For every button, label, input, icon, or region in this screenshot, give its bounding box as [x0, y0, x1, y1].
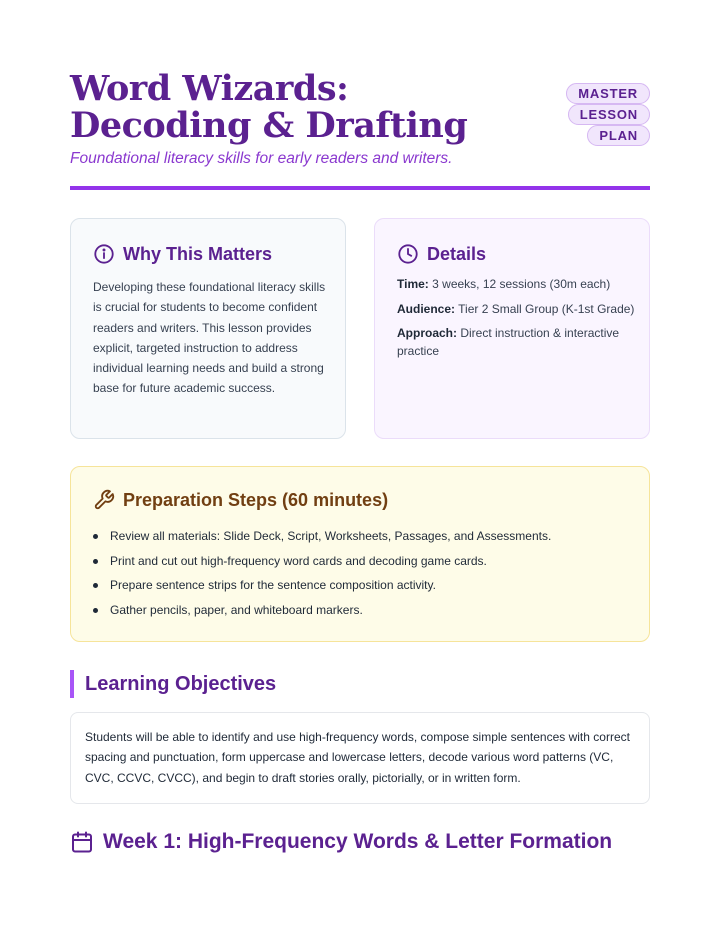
detail-approach-value: Direct instruction & interactive practice: [397, 326, 620, 358]
details-card: [374, 218, 650, 439]
list-item: Review all materials: Slide Deck, Script, Worksheets, Passages, and Assessments.: [110, 528, 630, 553]
why-card-body: Developing these foundational literacy skills is crucial for students to become confident readers and writers. This lesson provides explicit, targeted instruction to address individual learning needs and build a strong base for future academic success.: [93, 280, 326, 396]
preparation-steps-card: [70, 466, 650, 642]
header-divider: [70, 186, 650, 190]
calendar-icon: [70, 830, 94, 854]
details-card-heading: [397, 243, 486, 265]
detail-audience: [397, 301, 637, 319]
detail-audience-value: Tier 2 Small Group (K-1st Grade): [458, 301, 635, 316]
why-card-title: Why This Matters: [123, 243, 273, 264]
learning-objectives-heading: Learning Objectives: [70, 670, 276, 698]
page-header: [70, 70, 650, 144]
list-item: Prepare sentence strips for the sentence composition activity.: [110, 577, 630, 602]
learning-objectives-text: Students will be able to identify and use high-frequency words, compose simple sentences with correct spacing and punctuation, form uppercase and lowercase letters, decode various word patterns (VC, CVC, CCVC, CVCC), and begin to draft stories orally, pictorially, or in written form.: [85, 730, 630, 785]
week-1-heading: [70, 830, 612, 854]
detail-audience-label: Audience:: [397, 301, 456, 316]
list-item: Print and cut out high-frequency word cards and decoding game cards.: [110, 553, 630, 578]
info-circle-icon: [93, 243, 115, 265]
details-card-title: Details: [427, 243, 487, 264]
page-title: Word Wizards: Decoding & Drafting: [70, 68, 468, 146]
page-subtitle: Foundational literacy skills for early readers and writers.: [70, 150, 453, 167]
badge-label: MASTER LESSON PLAN: [566, 83, 650, 146]
list-item: Gather pencils, paper, and whiteboard markers.: [110, 602, 630, 627]
wrench-icon: [93, 489, 115, 511]
why-this-matters-card: [70, 218, 346, 439]
prep-card-heading: [93, 489, 388, 511]
prep-card-title: Preparation Steps (60 minutes): [123, 489, 389, 510]
details-list: [397, 276, 637, 367]
clock-icon: [397, 243, 419, 265]
prep-steps-list: [110, 528, 630, 627]
detail-time-label: Time:: [397, 277, 429, 291]
why-card-heading: [93, 243, 272, 265]
detail-approach: [397, 325, 637, 360]
detail-time: [397, 276, 637, 294]
learning-objectives-box: [70, 712, 650, 804]
detail-time-value: 3 weeks, 12 sessions (30m each): [432, 277, 611, 291]
detail-approach-label: Approach:: [397, 326, 457, 340]
lesson-type-badge: [526, 83, 650, 146]
week-1-title: Week 1: High-Frequency Words & Letter Formation: [103, 830, 613, 853]
